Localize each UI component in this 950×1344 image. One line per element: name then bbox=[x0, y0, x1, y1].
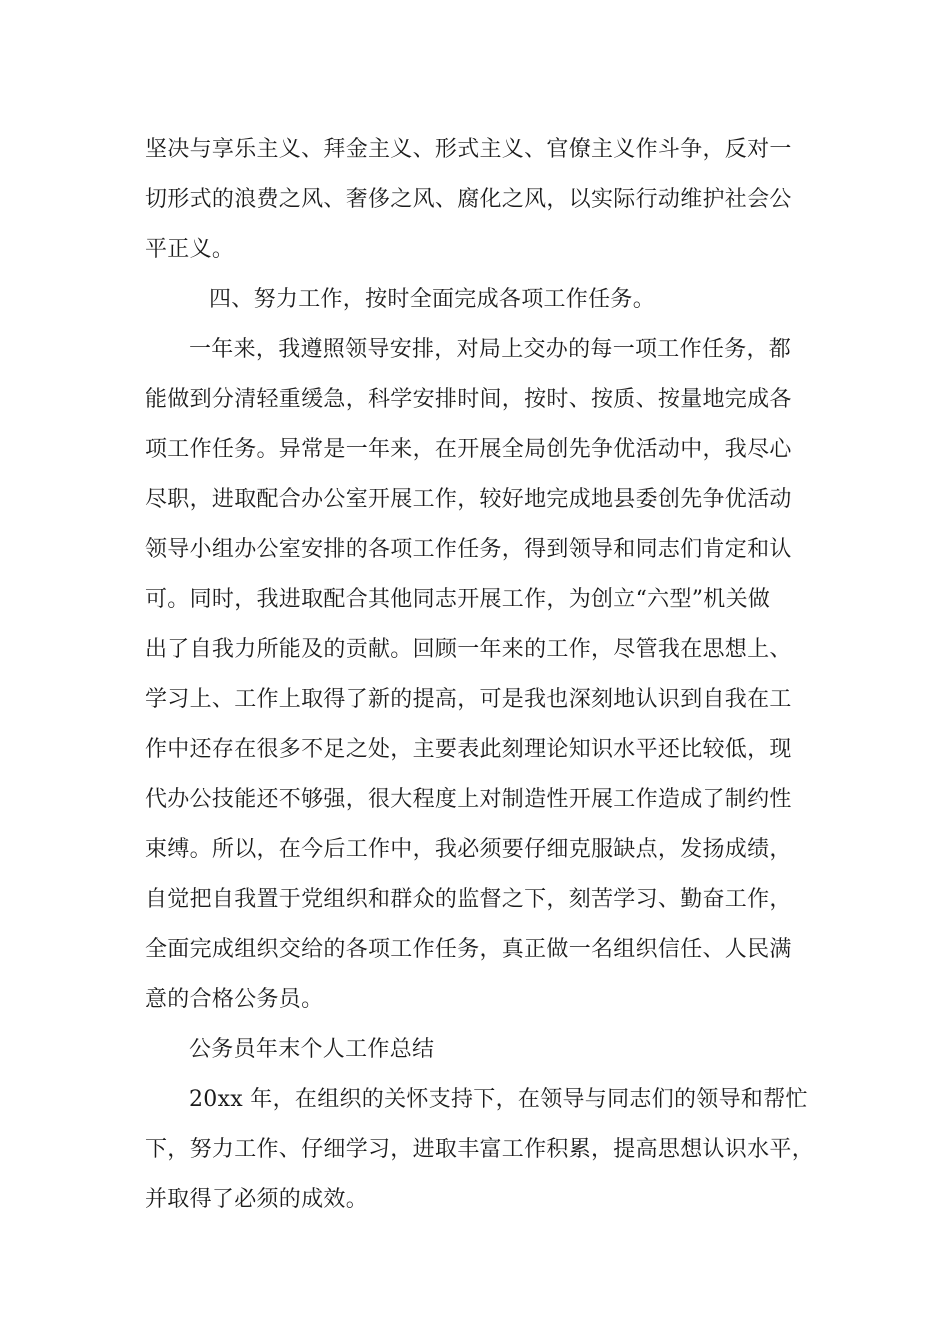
text-line: 出了自我力所能及的贡献。回顾一年来的工作，尽管我在思想上、 bbox=[145, 637, 792, 662]
text-line: 可。同时，我进取配合其他同志开展工作，为创立“六型”机关做 bbox=[145, 587, 771, 612]
text-line: 坚决与享乐主义、拜金主义、形式主义、官僚主义作斗争，反对一 bbox=[145, 137, 792, 162]
text-line: 代办公技能还不够强，很大程度上对制造性开展工作造成了制约性 bbox=[145, 787, 792, 812]
section-heading: 四、努力工作，按时全面完成各项工作任务。 bbox=[209, 287, 656, 312]
text-line: 尽职，进取配合办公室开展工作，较好地完成地县委创先争优活动 bbox=[145, 487, 792, 512]
text-line: 意的合格公务员。 bbox=[145, 987, 324, 1012]
paragraph-first-line: 20xx 年，在组织的关怀支持下，在领导与同志们的领导和帮忙 bbox=[189, 1087, 808, 1112]
text-line: 并取得了必须的成效。 bbox=[145, 1187, 369, 1212]
text-line: 学习上、工作上取得了新的提高，可是我也深刻地认识到自我在工 bbox=[145, 687, 792, 712]
text-line: 能做到分清轻重缓急，科学安排时间，按时、按质、按量地完成各 bbox=[145, 387, 792, 412]
text-line: 项工作任务。异常是一年来，在开展全局创先争优活动中，我尽心 bbox=[145, 437, 792, 462]
text-line: 平正义。 bbox=[145, 237, 235, 262]
text-line: 自觉把自我置于党组织和群众的监督之下，刻苦学习、勤奋工作， bbox=[145, 887, 792, 912]
text-line: 领导小组办公室安排的各项工作任务，得到领导和同志们肯定和认 bbox=[145, 537, 792, 562]
text-line: 切形式的浪费之风、奢侈之风、腐化之风，以实际行动维护社会公 bbox=[145, 187, 792, 212]
text-line: 作中还存在很多不足之处，主要表此刻理论知识水平还比较低，现 bbox=[145, 737, 792, 762]
text-line: 束缚。所以，在今后工作中，我必须要仔细克服缺点，发扬成绩， bbox=[145, 837, 792, 862]
text-line: 下，努力工作、仔细学习，进取丰富工作积累，提高思想认识水平， bbox=[145, 1137, 815, 1162]
paragraph-first-line: 一年来，我遵照领导安排，对局上交办的每一项工作任务，都 bbox=[189, 337, 792, 362]
document-subtitle: 公务员年末个人工作总结 bbox=[189, 1037, 435, 1062]
text-line: 全面完成组织交给的各项工作任务，真正做一名组织信任、人民满 bbox=[145, 937, 792, 962]
